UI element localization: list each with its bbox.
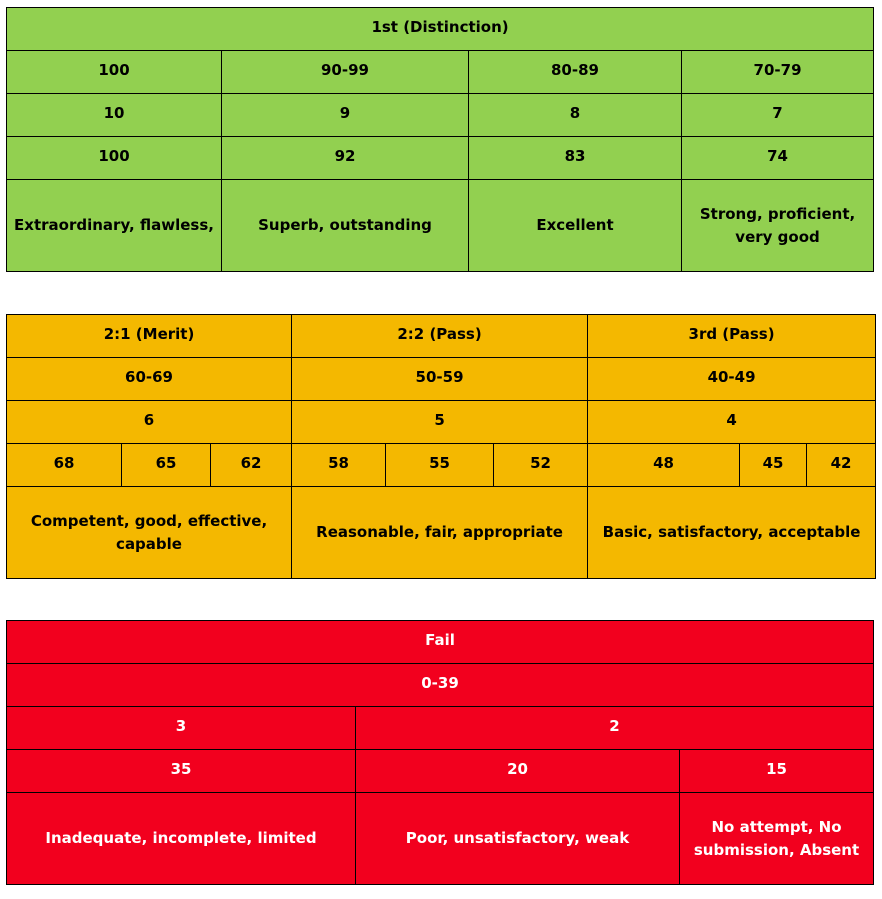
class-title-2-2: 2:2 (Pass) (292, 315, 588, 358)
distinction-marks-row (7, 137, 874, 180)
merit-pass-descriptor-row (7, 487, 876, 579)
distinction-points-row (7, 94, 874, 137)
mark-cell: 45 (740, 444, 807, 487)
mark-cell: 15 (680, 750, 874, 793)
fail-title: Fail (7, 621, 874, 664)
mark-cell: 68 (7, 444, 122, 487)
points-cell: 7 (682, 94, 874, 137)
mark-cell: 83 (469, 137, 682, 180)
points-cell: 6 (7, 401, 292, 444)
fail-marks-row (7, 750, 874, 793)
range-cell: 90-99 (222, 51, 469, 94)
range-cell: 70-79 (682, 51, 874, 94)
merit-pass-marks-row (7, 444, 876, 487)
descriptor-cell: Competent, good, effective, capable (7, 487, 292, 579)
fail-descriptor-row (7, 793, 874, 885)
points-cell: 5 (292, 401, 588, 444)
fail-range-row (7, 664, 874, 707)
descriptor-cell: Superb, outstanding (222, 180, 469, 272)
descriptor-cell: Poor, unsatisfactory, weak (356, 793, 680, 885)
descriptor-cell: Excellent (469, 180, 682, 272)
mark-cell: 35 (7, 750, 356, 793)
fail-points-row (7, 707, 874, 750)
descriptor-cell: Strong, proficient, very good (682, 180, 874, 272)
points-cell: 10 (7, 94, 222, 137)
merit-pass-range-row (7, 358, 876, 401)
distinction-title-row (7, 8, 874, 51)
points-cell: 2 (356, 707, 874, 750)
mark-cell: 58 (292, 444, 386, 487)
mark-cell: 48 (588, 444, 740, 487)
points-cell: 4 (588, 401, 876, 444)
merit-pass-table (6, 314, 876, 579)
descriptor-cell: Reasonable, fair, appropriate (292, 487, 588, 579)
mark-cell: 74 (682, 137, 874, 180)
points-cell: 3 (7, 707, 356, 750)
distinction-range-row (7, 51, 874, 94)
mark-cell: 100 (7, 137, 222, 180)
mark-cell: 20 (356, 750, 680, 793)
fail-title-row (7, 621, 874, 664)
mark-cell: 55 (386, 444, 494, 487)
points-cell: 8 (469, 94, 682, 137)
class-title-third: 3rd (Pass) (588, 315, 876, 358)
mark-cell: 92 (222, 137, 469, 180)
range-cell: 60-69 (7, 358, 292, 401)
descriptor-cell: Inadequate, incomplete, limited (7, 793, 356, 885)
mark-cell: 42 (807, 444, 876, 487)
fail-table (6, 620, 874, 885)
mark-cell: 52 (494, 444, 588, 487)
mark-cell: 65 (122, 444, 211, 487)
descriptor-cell: Basic, satisfactory, acceptable (588, 487, 876, 579)
distinction-table (6, 7, 874, 272)
points-cell: 9 (222, 94, 469, 137)
range-cell: 50-59 (292, 358, 588, 401)
class-title-merit: 2:1 (Merit) (7, 315, 292, 358)
merit-pass-points-row (7, 401, 876, 444)
distinction-title: 1st (Distinction) (7, 8, 874, 51)
descriptor-cell: Extraordinary, flawless, (7, 180, 222, 272)
descriptor-cell: No attempt, No submission, Absent (680, 793, 874, 885)
mark-cell: 62 (211, 444, 292, 487)
range-cell: 80-89 (469, 51, 682, 94)
range-cell: 100 (7, 51, 222, 94)
merit-pass-title-row (7, 315, 876, 358)
range-cell: 0-39 (7, 664, 874, 707)
range-cell: 40-49 (588, 358, 876, 401)
distinction-descriptor-row (7, 180, 874, 272)
